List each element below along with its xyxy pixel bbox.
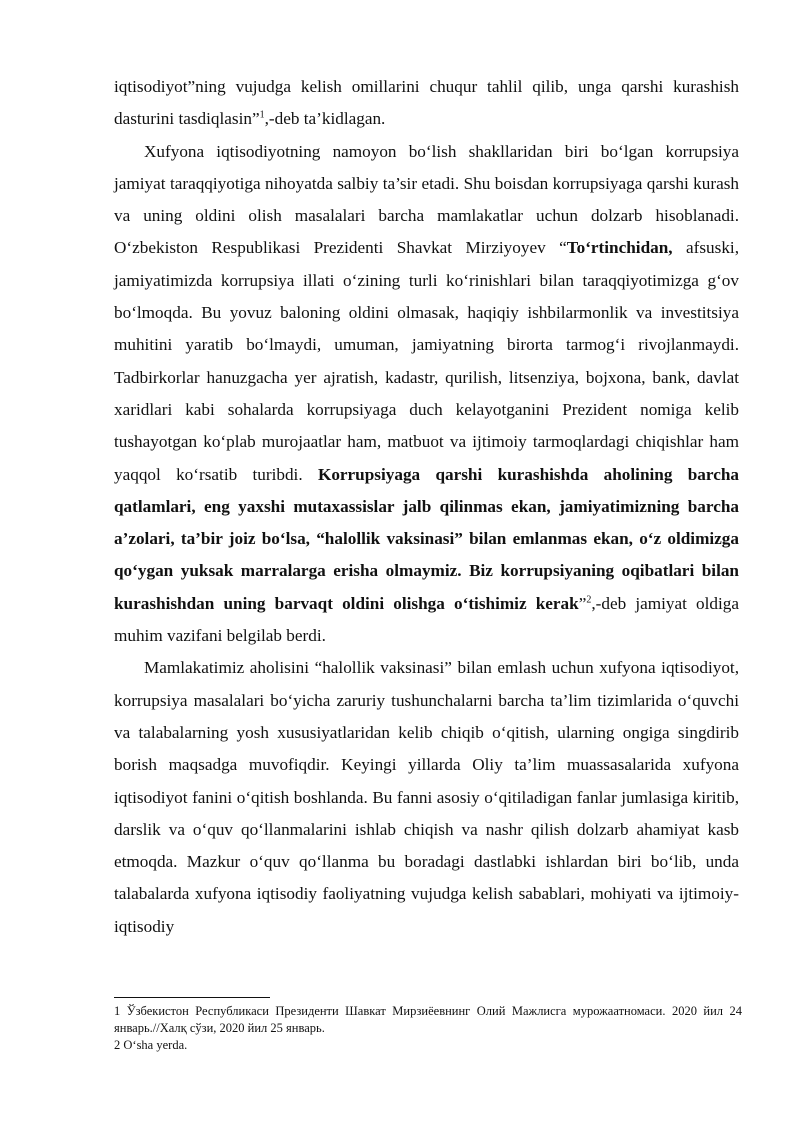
- bold-text: To‘rtinchidan,: [566, 238, 673, 258]
- paragraph-text: ,-deb jamiyat oldiga muhim vazifani belgilab berdi.: [114, 593, 739, 646]
- footnote-ref: 2: [586, 594, 592, 606]
- paragraph: [114, 652, 739, 943]
- paragraph-text: Xufyona iqtisodiyotning namoyon bo‘lish shakllaridan biri bo‘lgan korrupsiya jamiyat taraqqiyotiga nihoyatda salbiy ta’sir etadi. Shu boisdan korrupsiyaga qarshi kurash va uning oldini olish masalalari barcha mamlakatlar uchun dolzarb hisoblanadi. O‘zbekiston Respublikasi Prezidenti Shavkat Mirziyoyev “: [114, 141, 739, 258]
- paragraph-text: ,-deb ta’kidlagan.: [264, 109, 386, 129]
- paragraph-text: iqtisodiyot”ning vujudga kelish omillarini chuqur tahlil qilib, unga qarshi kurashish dasturini tasdiqlasin”: [114, 77, 739, 129]
- bold-quote: Korrupsiyaga qarshi kurashishda aholining barcha qatlamlari, eng yaxshi mutaxassislar jalb qilinmas ekan, jamiyatimizning barcha a’zolari, ta’bir joiz bo‘lsa, “halollik vaksinasi” bilan emlanmas ekan, o‘z oldimizga qo‘ygan yuksak marralarga erisha olmaymiz. Biz korrupsiyaning oqibatlari bilan kurashishdan uning barvaqt oldini olishga o‘tishimiz kerak: [114, 464, 739, 613]
- footnote-separator: [114, 997, 270, 998]
- footnote: 1 Ўзбекистон Республикаси Президенти Шавкат Мирзиёевнинг Олий Мажлисга мурожаатномаси. 2020 йил 24 январь.//Халқ сўзи, 2020 йил 25 январь.: [114, 1004, 742, 1035]
- paragraph-text: Mamlakatimiz aholisini “halollik vaksinasi” bilan emlash uchun xufyona iqtisodiyot, korrupsiya masalalari bo‘yicha zaruriy tushunchalarni barcha ta’lim tizimlarida o‘quvchi va talabalarning yosh xususiyatlaridan kelib chiqib o‘qitish, ularning ongiga singdirib borish maqsadga muvofiqdir. Keyingi yillarda Oliy ta’lim muassasalarida xufyona iqtisodiyot fanini o‘qitish boshlanda. Bu fanni asosiy o‘qitiladigan fanlar jumlasiga kiritib, darslik va o‘quv qo‘llanmalarini ishlab chiqish va nashr qilish dolzarb ahamiyat kasb etmoqda. Mazkur o‘quv qo‘llanma bu boradagi dastlabki ishlardan biri bo‘lib, unda talabalarda xufyona iqtisodiy faoliyatning vujudga kelish sabablari, mohiyati va ijtimoiy-iqtisodiy: [114, 658, 739, 936]
- paragraph-text: afsuski, jamiyatimizda korrupsiya illati o‘zining turli ko‘rinishlari bilan taraqqiyotimizga g‘ov bo‘lmoqda. Bu yovuz baloning oldini olmasak, haqiqiy ishbilarmonlik va investitsiya muhitini yaratib bo‘lmaydi, umuman, jamiyatning birorta tarmog‘i rivojlanmaydi. Tadbirkorlar hanuzgacha yer ajratish, kadastr, qurilish, litsenziya, bojxona, bank, davlat xaridlari kabi sohalarda korrupsiyaga duch kelayotganini Prezident nomiga kelib tushayotgan ko‘plab murojaatlar ham, matbuot va ijtimoiy tarmoqlardagi chiqishlar ham yaqqol ko‘rsatib turibdi.: [114, 238, 739, 484]
- quote-mark: ”: [578, 593, 587, 613]
- footnote-ref: 1: [259, 109, 265, 121]
- body-text: [114, 71, 739, 943]
- footnote: 2 O‘sha yerda.: [114, 1038, 188, 1052]
- paragraph: [114, 136, 739, 653]
- footnotes: [114, 1003, 742, 1054]
- paragraph: [114, 71, 739, 136]
